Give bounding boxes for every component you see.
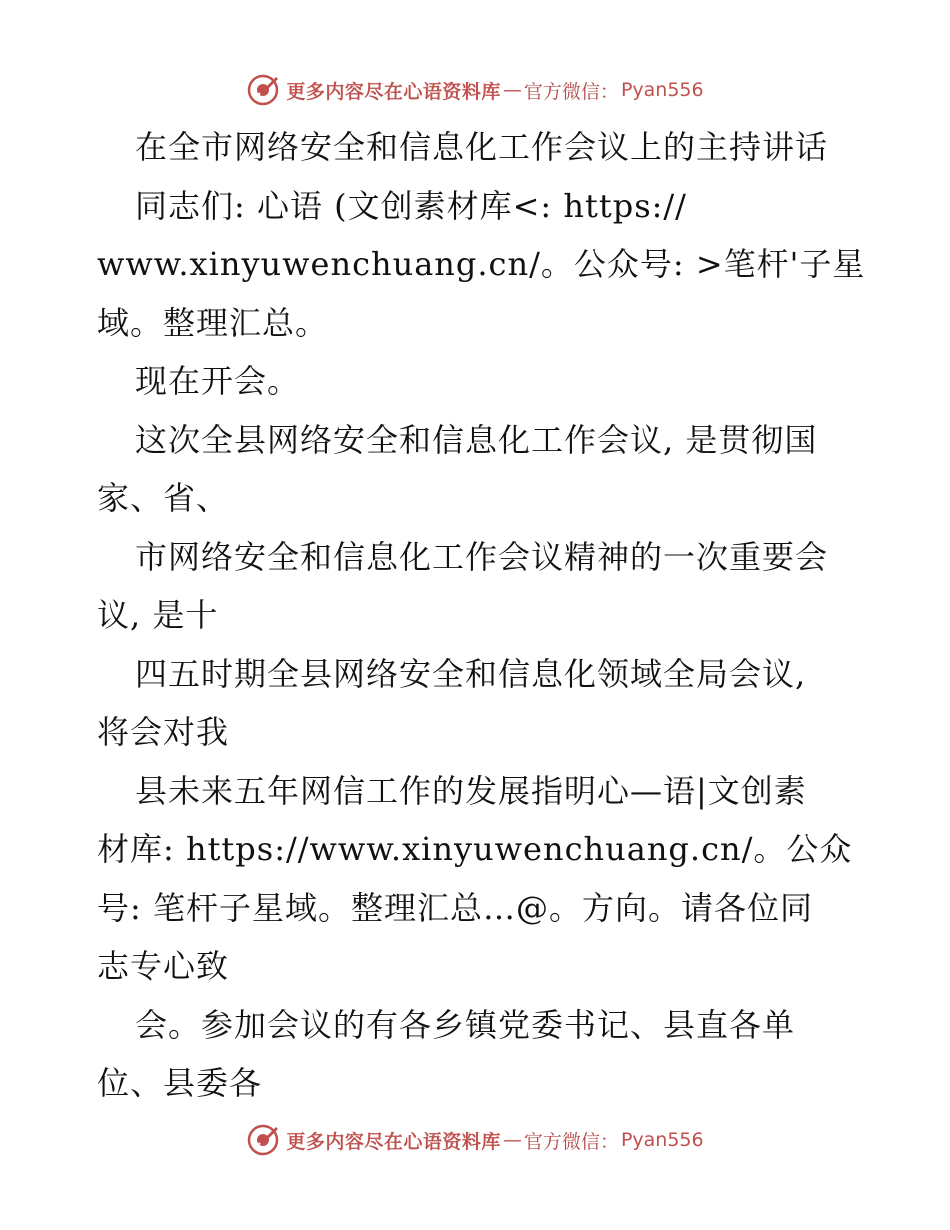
text-line: 家、省、	[97, 479, 230, 517]
text-line: 会。参加会议的有各乡镇党委书记、县直各单	[135, 1005, 796, 1044]
text-line: 县未来五年网信工作的发展指明心—语|文创素	[135, 771, 807, 810]
text-line: 议, 是十	[97, 596, 219, 634]
text-line: 现在开会。	[135, 362, 301, 400]
watermark-dash: —	[502, 79, 522, 101]
text-line: 号: 笔杆子星域。整理汇总…@。方向。请各位同	[97, 888, 813, 927]
text-line: 将会对我	[97, 713, 230, 751]
document-body	[97, 118, 867, 1113]
watermark-banner-bottom	[0, 1120, 950, 1160]
watermark-dash: —	[502, 1129, 522, 1151]
text-line: www.xinyuwenchuang.cn/。公众号: >笔杆'子星	[97, 245, 866, 283]
text-line: 在全市网络安全和信息化工作会议上的主持讲话	[135, 128, 829, 166]
watermark-sub-text: 官方微信：	[523, 1130, 619, 1153]
text-line: 市网络安全和信息化工作会议精神的一次重要会	[135, 537, 829, 576]
text-line: 这次全县网络安全和信息化工作会议, 是贯彻国	[135, 420, 818, 459]
pen-logo-icon	[246, 73, 280, 107]
text-line: 材库: https://www.xinyuwenchuang.cn/。公众	[97, 830, 853, 868]
watermark-banner-top	[0, 70, 950, 110]
watermark-sub-text: 官方微信：	[523, 80, 619, 103]
text-line: 域。整理汇总。	[97, 303, 329, 342]
text-line: 位、县委各	[97, 1064, 263, 1102]
text-line: 四五时期全县网络安全和信息化领域全局会议,	[135, 654, 807, 693]
text-line: 志专心致	[97, 947, 230, 985]
watermark-wechat-id: Pyan556	[620, 79, 704, 101]
text-line: 同志们: 心语 (文创素材库<: https://	[135, 186, 687, 225]
watermark-main-text: 更多内容尽在心语资料库	[286, 80, 501, 103]
watermark-wechat-id: Pyan556	[620, 1129, 704, 1151]
pen-logo-icon	[246, 1123, 280, 1157]
watermark-main-text: 更多内容尽在心语资料库	[286, 1130, 501, 1153]
